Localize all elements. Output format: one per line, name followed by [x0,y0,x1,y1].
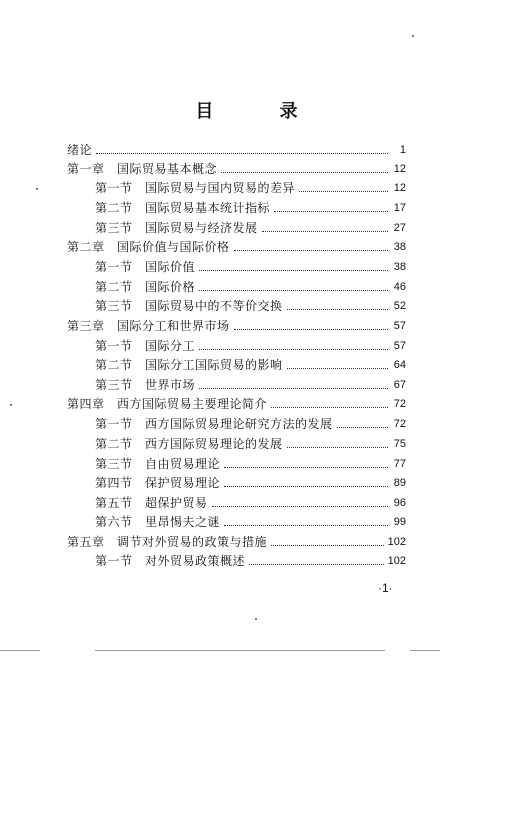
toc-entry-page: 46 [393,281,406,293]
toc-entry [95,514,406,530]
toc-entry-label: 第四节 保护贸易理论 [95,476,221,490]
toc-entry-label: 第一章 国际贸易基本概念 [67,162,218,176]
toc-entry-page: 96 [393,497,406,509]
toc-entry [95,495,406,511]
toc-entry-page: 27 [393,222,406,234]
dot-leader [249,564,384,565]
toc-entry-page: 72 [393,418,406,430]
toc-entry-page: 1 [399,144,406,156]
toc-entry-label: 第三节 世界市场 [95,378,196,392]
dot-leader [224,525,388,526]
dot-leader [271,545,384,546]
toc-entry-label: 第二节 国际贸易基本统计指标 [95,201,271,215]
toc-entry-label: 第一节 国际价值 [95,260,196,274]
dot-leader [287,309,388,310]
toc-entry-label: 第二章 国际价值与国际价格 [67,240,230,254]
dot-leader [274,211,388,212]
toc-entry-label: 第一节 对外贸易政策概述 [95,554,246,568]
toc-entry [67,142,406,158]
toc-entry [95,475,406,491]
scan-rule-mid [95,650,385,651]
toc-entry-page: 64 [393,359,406,371]
toc-entry [95,416,406,432]
toc-entry-label: 第三节 自由贸易理论 [95,457,221,471]
toc-entry [95,298,406,314]
toc-entry [95,338,406,354]
toc-entry-label: 第五章 调节对外贸易的政策与措施 [67,535,268,549]
toc-entry-label: 第三章 国际分工和世界市场 [67,319,230,333]
toc-entry-label: 第一节 国际贸易与国内贸易的差异 [95,181,296,195]
toc-entry-page: 12 [393,182,406,194]
dot-leader [224,467,388,468]
toc-entry-page: 38 [393,241,406,253]
toc-entry [95,180,406,196]
toc-entry [95,220,406,236]
toc-entry-page: 89 [393,477,406,489]
scan-speck [412,35,414,37]
toc-entry-page: 52 [393,300,406,312]
dot-leader [337,427,388,428]
toc-entry-page: 57 [393,340,406,352]
toc-entry [67,239,406,255]
dot-leader [199,388,388,389]
dot-leader [287,447,388,448]
toc-entry [95,553,406,569]
toc-entry-page: 72 [393,398,406,410]
toc-entry-page: 12 [393,163,406,175]
toc-entry-page: 102 [387,555,406,567]
scan-speck [36,188,38,190]
toc-entry [67,318,406,334]
scan-speck [255,618,257,620]
toc-entry [95,377,406,393]
toc-entry [95,279,406,295]
dot-leader [96,153,388,154]
dot-leader [224,486,388,487]
toc-entry-page: 75 [393,438,406,450]
page-number: ·1· [378,581,393,595]
toc-entry [95,436,406,452]
dot-leader [234,329,388,330]
dot-leader [199,270,388,271]
toc-entry-page: 77 [393,458,406,470]
toc-entry [67,396,406,412]
toc-entry-label: 第三节 国际贸易中的不等价交换 [95,299,283,313]
toc-entry-label: 第一节 国际分工 [95,339,196,353]
toc-entry-label: 第二节 国际分工国际贸易的影响 [95,358,283,372]
scan-rule-left [0,650,40,651]
dot-leader [212,506,388,507]
toc-entry [67,161,406,177]
toc-entry-page: 17 [393,202,406,214]
toc-entry-page: 57 [393,320,406,332]
toc-entry-page: 102 [387,536,406,548]
dot-leader [299,191,388,192]
toc-entry [95,456,406,472]
toc-entry-page: 99 [393,516,406,528]
toc-entry-label: 第四章 西方国际贸易主要理论简介 [67,397,268,411]
toc-entry-label: 第三节 国际贸易与经济发展 [95,221,258,235]
scan-rule-right [410,650,440,651]
toc-entry [95,200,406,216]
toc-entry-label: 第五节 超保护贸易 [95,496,208,510]
dot-leader [287,368,388,369]
toc-entry [95,357,406,373]
toc-entry-label: 第二节 国际价格 [95,280,196,294]
toc-entry-label: 第二节 西方国际贸易理论的发展 [95,437,283,451]
dot-leader [234,250,388,251]
dot-leader [271,407,388,408]
toc-entry [95,259,406,275]
toc-entry-page: 38 [393,261,406,273]
page-title: 目 录 [195,101,328,122]
dot-leader [199,349,388,350]
dot-leader [199,290,388,291]
toc-entry-page: 67 [393,379,406,391]
dot-leader [262,231,388,232]
scan-speck [10,404,12,406]
dot-leader [221,172,388,173]
toc-entry-label: 第一节 西方国际贸易理论研究方法的发展 [95,417,333,431]
toc-entry-label: 绪论 [67,143,93,157]
toc-entry [67,534,406,550]
toc-entry-label: 第六节 里昂惕夫之谜 [95,515,221,529]
